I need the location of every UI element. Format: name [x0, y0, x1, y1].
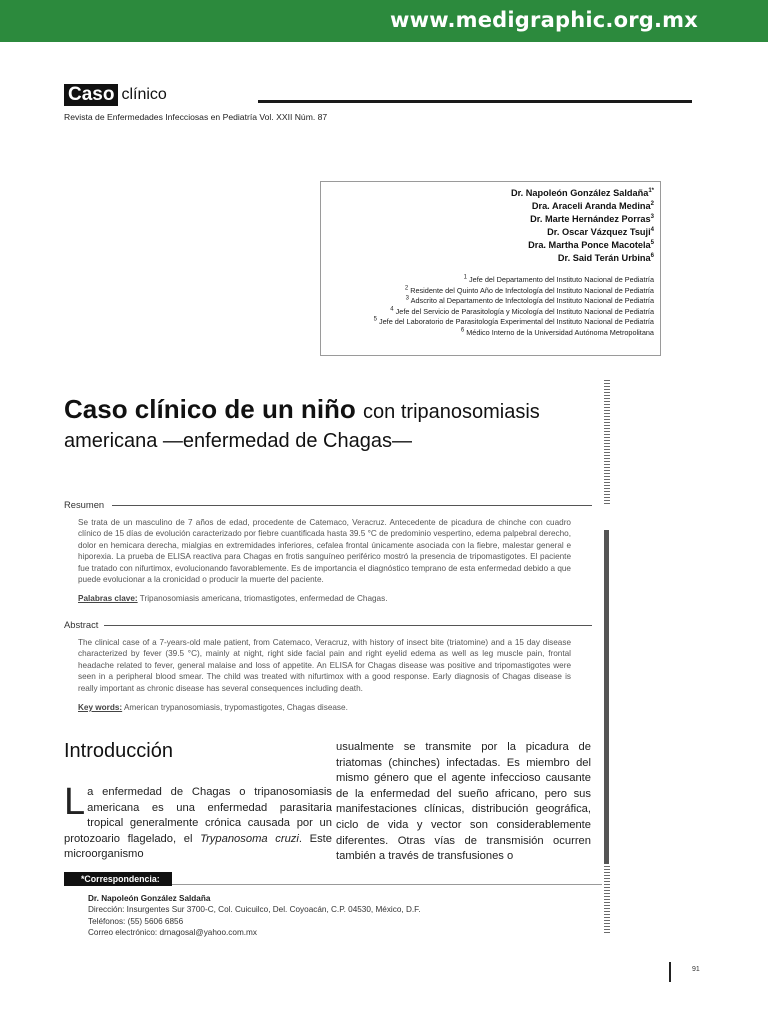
affiliation-list [374, 275, 654, 338]
correspondence-address: Dirección: Insurgentes Sur 3700-C, Col. Cuicuilco, Del. Coyoacán, C.P. 04530, México, D.F. [88, 905, 421, 915]
intro-column-2: usualmente se transmite por la picadura de triatomas (chinches) infectadas. Es miembro del mismo género que el agente infeccioso causante de la enfermedad del sueño africano, pero sus manifestaciones clínicas, distribución geográfica, ciclo de vida y vector son considerablemente diferentes. Otras vías de transmisión ocurren también a través de transfusiones o [336, 741, 591, 863]
abstract-heading: Abstract [64, 619, 99, 630]
section-label-rest: clínico [121, 86, 167, 103]
author-name: Dra. Martha Ponce Macotela$^5$ [528, 239, 654, 250]
author-name: Dr. Said Terán Urbina$^6$ [557, 252, 654, 263]
side-tick-strip [604, 866, 610, 934]
author-name: Dr. Marte Hernández Porras$^3$ [530, 213, 654, 224]
resumen-keywords: Palabras clave: Tripanosomiasis americana, triomastigotes, enfermedad de Chagas. [78, 594, 388, 603]
drop-cap: L [64, 781, 86, 823]
affiliation: $^6$ Médico Interno de la Universidad Autónoma Metropolitana [460, 327, 654, 337]
author-name: Dr. Oscar Vázquez Tsuji$^4$ [547, 226, 654, 237]
intro-heading: Introducción [64, 740, 173, 762]
affiliation: $^2$ Residente del Quinto Año de Infectología del Instituto Nacional de Pediatría [404, 285, 654, 295]
correspondence-name: Dr. Napoleón González Saldaña [88, 894, 211, 903]
page-number-rule [669, 962, 671, 982]
correspondence-rule [172, 884, 602, 885]
affiliation: $^4$ Jefe del Servicio de Parasitología y Micología del Instituto Nacional de Pediatría [390, 306, 654, 316]
side-tick-strip [604, 380, 610, 506]
side-bar [604, 530, 609, 864]
site-banner [0, 0, 768, 42]
resumen-heading: Resumen [64, 499, 105, 510]
affiliation: $^5$ Jefe del Laboratorio de Parasitología Experimental del Instituto Nacional de Pediatría [373, 316, 654, 326]
author-list [511, 187, 654, 265]
site-url[interactable]: www.medigraphic.org.mx [390, 8, 698, 32]
author-box [320, 181, 661, 356]
author-name: Dra. Araceli Aranda Medina$^2$ [531, 200, 654, 211]
header-rule [258, 100, 692, 103]
correspondence-phone: Teléfonos: (55) 5606 6856 [88, 916, 184, 926]
page-number: 91 [692, 966, 700, 973]
affiliation: $^3$ Adscrito al Departamento de Infectología del Instituto Nacional de Pediatría [405, 295, 654, 305]
title-line-2: americana —enfermedad de Chagas— [64, 430, 412, 452]
journal-citation: Revista de Enfermedades Infecciosas en Pediatría Vol. XXII Núm. 87 [64, 112, 328, 122]
abstract-rule [104, 625, 592, 626]
correspondence-label: *Correspondencia: [64, 872, 172, 886]
section-label [64, 84, 167, 106]
affiliation: $^1$ Jefe del Departamento del Instituto Nacional de Pediatría [463, 274, 654, 284]
correspondence-block [88, 893, 421, 939]
correspondence-email[interactable]: Correo electrónico: drnagosal@yahoo.com.mx [88, 928, 257, 938]
article-title [64, 392, 604, 453]
resumen-text: Se trata de un masculino de 7 años de edad, procedente de Catemaco, Veracruz. Antecedente de picadura de chinche con cuadro clínico de 15 días de evolución caracterizado por fiebre cuantificada hasta 39.5 °C de predominio vespertino, edema palpebral derecho, dolor en hemicara derecha, mialgias en extremidades inferiores, cefalea frontal únicamente asociada con la fiebre, malestar general e hiporexia. La prueba de ELISA reactiva para Chagas en frotis sanguíneo periférico mostró la presencia de tripomastigotes. El paciente fue tratado con nifurtimox, evolucionando favorablemente. Es de importancia el diagnóstico temprano de esta enfermedad debido a que puede evolucionar a la cronicidad o producir la muerte del paciente. [78, 518, 571, 585]
section-label-box: Caso [64, 84, 118, 106]
intro-column-1: La enfermedad de Chagas o tripanosomiasis americana es una enfermedad parasitaria tropical generalmente crónica causada por un protozoario flagelado, el Trypanosoma cruzi. Este microorganismo [64, 781, 332, 861]
resumen-rule [112, 505, 592, 506]
title-line-1: Caso clínico de un niño con tripanosomiasis [64, 394, 540, 424]
author-name: Dr. Napoleón González Saldaña$^{1*}$ [510, 187, 654, 198]
abstract-text: The clinical case of a 7-years-old male patient, from Catemaco, Veracruz, with history of insect bite (triatomine) and a 15 day disease characterized by fever (39.5 °C), mainly at night, right side facial pain and right eyelid edema as well as leg muscle pain, frontal headache related to fever, general malaise and loss of appetite. An ELISA for Chagas disease was positive and tripomastigotes were seen in a peripheral blood smear. The child was treated with nifurtimox with a good response. Early diagnosis of Chagas disease is really important as chronic disease has several consequences including death. [78, 638, 571, 693]
abstract-keywords: Key words: American trypanosomiasis, trypomastigotes, Chagas disease. [78, 703, 348, 712]
